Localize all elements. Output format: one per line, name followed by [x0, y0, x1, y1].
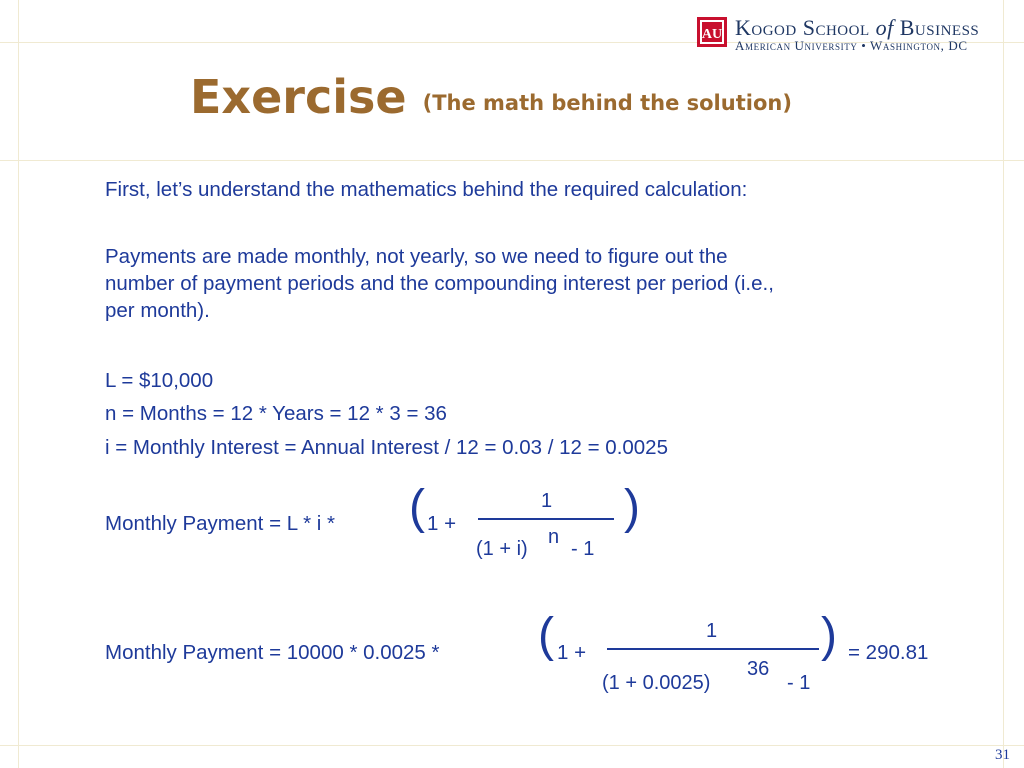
- formula1-exponent: n: [548, 526, 560, 548]
- formula1-numerator: 1: [541, 490, 553, 512]
- title-subtitle: (The math behind the solution): [422, 91, 792, 115]
- formula2-fraction-bar: [607, 648, 819, 650]
- variable-L: L = $10,000: [105, 369, 214, 392]
- formula1-denominator: (1 + i): [476, 538, 528, 560]
- paragraph-line: number of payment periods and the compounding interest per period (i.e.,: [105, 272, 774, 295]
- variable-i: i = Monthly Interest = Annual Interest / 12 = 0.03 / 12 = 0.0025: [105, 436, 668, 459]
- variable-n: n = Months = 12 * Years = 12 * 3 = 36: [105, 402, 447, 425]
- gridline: [0, 160, 1024, 161]
- formula1-one-plus: 1 +: [427, 512, 457, 535]
- logo-mark-text: AU: [701, 27, 723, 42]
- logo-school-name: Kogod School of Business: [735, 15, 980, 40]
- formula1-open-paren: (: [409, 481, 425, 534]
- university-seal-icon: [697, 17, 727, 47]
- formula2-minus-one: - 1: [787, 672, 811, 694]
- gridline: [1003, 0, 1004, 768]
- formula1-fraction-bar: [478, 518, 614, 520]
- paragraph-line: Payments are made monthly, not yearly, so we need to figure out the: [105, 245, 728, 268]
- formula2-denominator: (1 + 0.0025): [602, 672, 711, 694]
- formula2-one-plus: 1 +: [557, 641, 587, 664]
- page-number: 31: [995, 747, 1010, 763]
- intro-text: First, let’s understand the mathematics behind the required calculation:: [105, 178, 748, 201]
- gridline: [0, 745, 1024, 746]
- title-main: Exercise: [190, 70, 407, 124]
- formula2-result: = 290.81: [848, 641, 929, 664]
- formula2-close-paren: ): [821, 609, 837, 662]
- paragraph-line: per month).: [105, 299, 210, 322]
- formula2-numerator: 1: [706, 620, 718, 642]
- kogod-logo: [697, 15, 1015, 51]
- gridline: [18, 0, 19, 768]
- slide-title: [190, 70, 792, 124]
- formula1-minus-one: - 1: [571, 538, 595, 560]
- formula2-open-paren: (: [538, 609, 554, 662]
- formula1-close-paren: ): [624, 481, 640, 534]
- formula2-lhs: Monthly Payment = 10000 * 0.0025 *: [105, 641, 440, 664]
- formula1-lhs: Monthly Payment = L * i *: [105, 512, 335, 535]
- logo-university-name: American University • Washington, DC: [735, 38, 968, 53]
- formula2-exponent: 36: [747, 658, 770, 680]
